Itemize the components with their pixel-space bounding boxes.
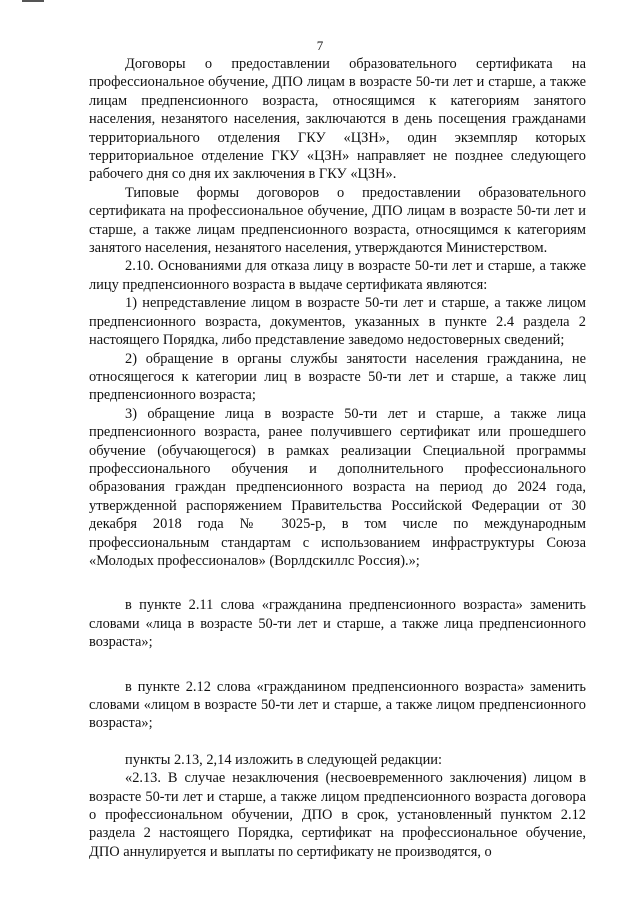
paragraph-2-12-amendment: в пункте 2.12 слова «гражданином предпенсионного возраста» заменить словами «лицом в возрасте 50-ти лет и старше, а также лицом предпенсионного возраста»; [89, 678, 586, 732]
paragraph-2-11-amendment: в пункте 2.11 слова «гражданина предпенсионного возраста» заменить словами «лица в возрасте 50-ти лет и старше, а также лица предпенсионного возраста»; [89, 597, 586, 651]
paragraph-standard-forms: Типовые формы договоров о предоставлении образовательного сертификата на профессиональное обучение, ДПО лицам в возрасте 50-ти лет и старше, а также лицам предпенсионного возраста, относящимся к категориям занятого населения, незанятого населения, утверждаются Министерством. [89, 184, 586, 257]
paragraph-ground-2: 2) обращение в органы службы занятости населения гражданина, не относящегося к категории лиц в возрасте 50-ти лет и старше, а также лиц предпенсионного возраста; [89, 350, 586, 404]
paragraph-ground-1: 1) непредставление лицом в возрасте 50-ти лет и старше, а также лицом предпенсионного возраста, документов, указанных в пункте 2.4 раздела 2 настоящего Порядка, либо представление заведомо недостоверных сведений; [89, 295, 586, 349]
document-body [89, 55, 586, 861]
paragraph-2-13-intro: пункты 2.13, 2,14 изложить в следующей редакции: [125, 751, 443, 768]
paragraph-contracts: Договоры о предоставлении образовательного сертификата на профессиональное обучение, ДПО лицам в возрасте 50-ти лет и старше, а также лицам предпенсионного возраста, относящимся к категориям занятого населения, незанятого населения, заключаются в день посещения гражданами территориального отделения ГКУ «ЦЗН», один экземпляр которых территориальное отделение ГКУ «ЦЗН» направляет не позднее следующего рабочего дня со дня их заключения в ГКУ «ЦЗН». [89, 56, 586, 183]
paragraph-2-13: «2.13. В случае незаключения (несвоевременного заключения) лицом в возрасте 50-ти лет и старше, а также лицом предпенсионного возраста договора о профессиональном обучении, ДПО в срок, установленный пунктом 2.12 раздела 2 настоящего Порядка, сертификат на профессиональное обучение, ДПО аннулируется и выплаты по сертификату не производятся, о [89, 770, 586, 860]
scan-mark [22, 0, 44, 2]
page-number: 7 [316, 38, 324, 53]
paragraph-ground-3: 3) обращение лица в возрасте 50-ти лет и старше, а также лица предпенсионного возраста, ранее получившего сертификат или прошедшего обучение (обучающегося) в рамках реализации Специальной программы профессионального обучения и дополнительного профессионального образования граждан предпенсионного возраста на период до 2024 года, утвержденной распоряжением Правительства Российской Федерации от 30 декабря 2018 года № 3025-р, в том числе по международным профессиональным стандартам с использованием инфраструктуры Союза «Молодых профессионалов» (Ворлдскиллс Россия).»; [89, 405, 586, 569]
paragraph-2-10: 2.10. Основаниями для отказа лицу в возрасте 50-ти лет и старше, а также лицу предпенсионного возраста в выдаче сертификата являются: [89, 258, 586, 293]
